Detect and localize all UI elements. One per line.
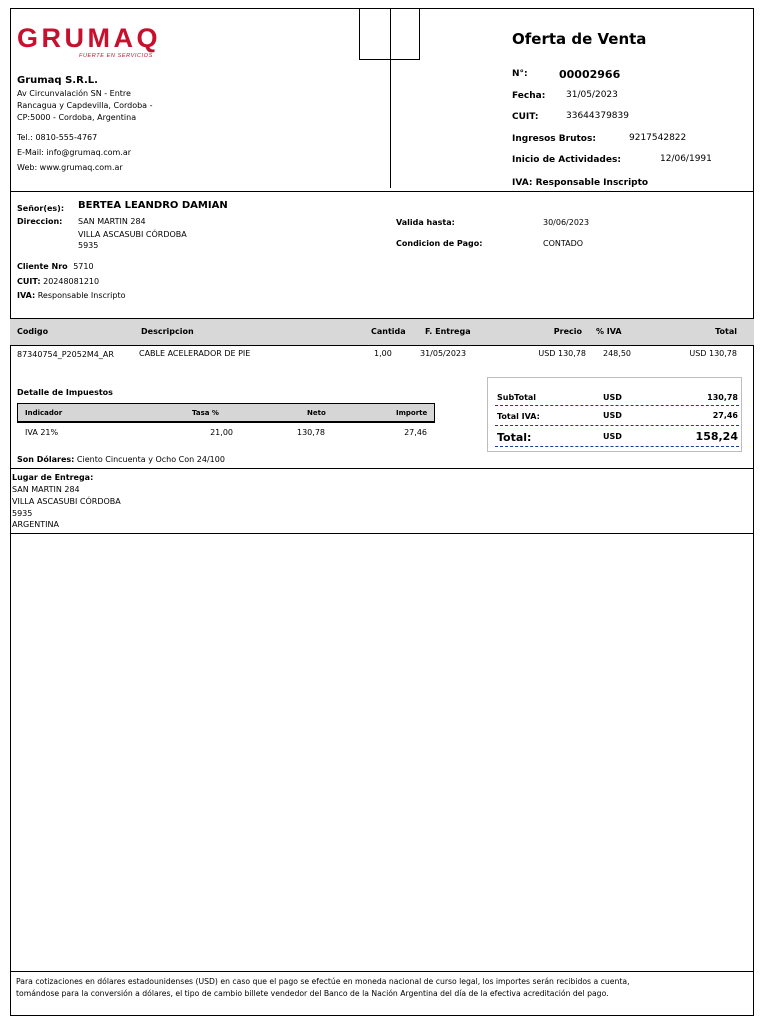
- dotted-separator: [495, 425, 739, 426]
- company-logo: [17, 22, 199, 66]
- document-title: Oferta de Venta: [512, 30, 647, 48]
- cell-cantida: 1,00: [374, 349, 392, 358]
- col-total: Total: [715, 327, 737, 336]
- col-codigo: Codigo: [17, 327, 49, 336]
- total-currency: USD: [603, 432, 622, 441]
- client-iva-row: [17, 291, 126, 301]
- col-descripcion: Descripcion: [141, 327, 194, 336]
- amount-in-words-label: Son Dólares:: [17, 455, 75, 464]
- doc-cuit: 33644379839: [566, 111, 629, 121]
- tax-col-importe: Importe: [396, 409, 428, 417]
- client-iva: Responsable Inscripto: [37, 291, 126, 300]
- doc-number: 00002966: [559, 68, 621, 81]
- col-entrega: F. Entrega: [425, 327, 471, 336]
- delivery-line: 5935: [12, 509, 33, 518]
- doc-iibb: 9217542822: [629, 133, 687, 143]
- doc-type-box: [359, 8, 420, 60]
- total-iva-currency: USD: [603, 411, 622, 420]
- cell-iva: 248,50: [603, 349, 631, 358]
- payment-condition: CONTADO: [543, 239, 584, 248]
- client-address-line: 5935: [78, 241, 99, 250]
- doc-start-label: Inicio de Actividades:: [512, 155, 621, 165]
- client-address-label: Direccion:: [17, 217, 63, 226]
- section-divider: [10, 533, 754, 534]
- dotted-separator: [495, 446, 739, 447]
- total-value: 158,24: [695, 430, 738, 443]
- subtotal-label: SubTotal: [497, 393, 537, 402]
- document-frame: [10, 8, 754, 1016]
- company-address-line: CP:5000 - Cordoba, Argentina: [17, 113, 137, 122]
- cell-codigo: 87340754_P2052M4_AR: [17, 350, 114, 359]
- tax-col-neto: Neto: [307, 409, 326, 417]
- company-web: Web: www.grumaq.com.ar: [17, 163, 123, 172]
- footer-note-line: Para cotizaciones en dólares estadounidenses (USD) en caso que el pago se efectúe en moneda nacional de curso legal, los importes serán recibidos a cuenta,: [16, 977, 630, 986]
- client-senor-label: Señor(es):: [17, 204, 65, 213]
- cell-total: USD 130,78: [689, 349, 737, 358]
- client-number-row: [17, 262, 94, 272]
- logo-tagline: FUERTE EN SERVICIOS: [79, 53, 153, 59]
- header-bottom-line: [10, 191, 754, 192]
- doc-date: 31/05/2023: [566, 90, 618, 100]
- client-cuit-row: [17, 277, 99, 287]
- client-address-line: SAN MARTIN 284: [78, 217, 146, 226]
- client-name: BERTEA LEANDRO DAMIAN: [78, 200, 228, 211]
- col-cantida: Cantida: [371, 327, 406, 336]
- delivery-label: Lugar de Entrega:: [12, 473, 94, 482]
- total-label: Total:: [497, 431, 532, 444]
- col-iva: % IVA: [596, 327, 622, 336]
- cell-descripcion: CABLE ACELERADOR DE PIE: [139, 349, 251, 358]
- doc-start-date: 12/06/1991: [660, 154, 712, 164]
- tax-cell-importe: 27,46: [404, 428, 427, 437]
- col-precio: Precio: [553, 327, 582, 336]
- dotted-separator: [495, 405, 739, 406]
- footer-note-line: tomándose para la conversión a dólares, el tipo de cambio billete vendedor del Banco de la Nación Argentina del día de la efectiva acreditación del pago.: [16, 989, 609, 998]
- taxes-title: Detalle de Impuestos: [17, 388, 113, 397]
- doc-number-label: N°:: [512, 69, 528, 79]
- section-divider: [10, 468, 754, 469]
- total-iva-value: 27,46: [712, 411, 738, 420]
- valid-until-date: 30/06/2023: [543, 218, 590, 227]
- taxes-table-header: [17, 403, 435, 423]
- client-number: 5710: [73, 262, 94, 271]
- amount-in-words: [17, 455, 225, 465]
- total-iva-label: Total IVA:: [497, 412, 540, 421]
- company-phone: Tel.: 0810-555-4767: [17, 133, 98, 142]
- company-name: Grumaq S.R.L.: [17, 75, 98, 86]
- delivery-line: SAN MARTIN 284: [12, 485, 80, 494]
- company-address-line: Av Circunvalación SN - Entre: [17, 89, 131, 98]
- delivery-line: VILLA ASCASUBI CÓRDOBA: [12, 497, 121, 506]
- company-address-line: Rancagua y Capdevilla, Cordoba -: [17, 101, 153, 110]
- doc-iva: IVA: Responsable Inscripto: [512, 178, 649, 188]
- client-iva-label: IVA:: [17, 291, 36, 300]
- doc-cuit-label: CUIT:: [512, 112, 539, 122]
- payment-condition-label: Condicion de Pago:: [396, 239, 483, 248]
- tax-col-tasa: Tasa %: [192, 409, 219, 417]
- tax-cell-tasa: 21,00: [210, 428, 233, 437]
- subtotal-currency: USD: [603, 393, 622, 402]
- client-number-label: Cliente Nro: [17, 262, 68, 271]
- subtotal-value: 130,78: [707, 393, 738, 402]
- doc-date-label: Fecha:: [512, 91, 546, 101]
- tax-cell-neto: 130,78: [297, 428, 325, 437]
- amount-in-words-text: Ciento Cincuenta y Ocho Con 24/100: [76, 455, 225, 464]
- footer-divider: [10, 971, 754, 972]
- cell-precio: USD 130,78: [538, 349, 586, 358]
- client-cuit: 20248081210: [43, 277, 100, 286]
- cell-entrega: 31/05/2023: [420, 349, 467, 358]
- delivery-line: ARGENTINA: [12, 520, 59, 529]
- company-email: E-Mail: info@grumaq.com.ar: [17, 148, 132, 157]
- valid-until-label: Valida hasta:: [396, 218, 455, 227]
- tax-cell-indicador: IVA 21%: [25, 428, 59, 437]
- doc-iibb-label: Ingresos Brutos:: [512, 134, 596, 144]
- client-address-line: VILLA ASCASUBI CÓRDOBA: [78, 230, 187, 239]
- tax-col-indicador: Indicador: [25, 409, 63, 417]
- client-cuit-label: CUIT:: [17, 277, 41, 286]
- logo-wordmark: GRUMAQ: [17, 23, 161, 53]
